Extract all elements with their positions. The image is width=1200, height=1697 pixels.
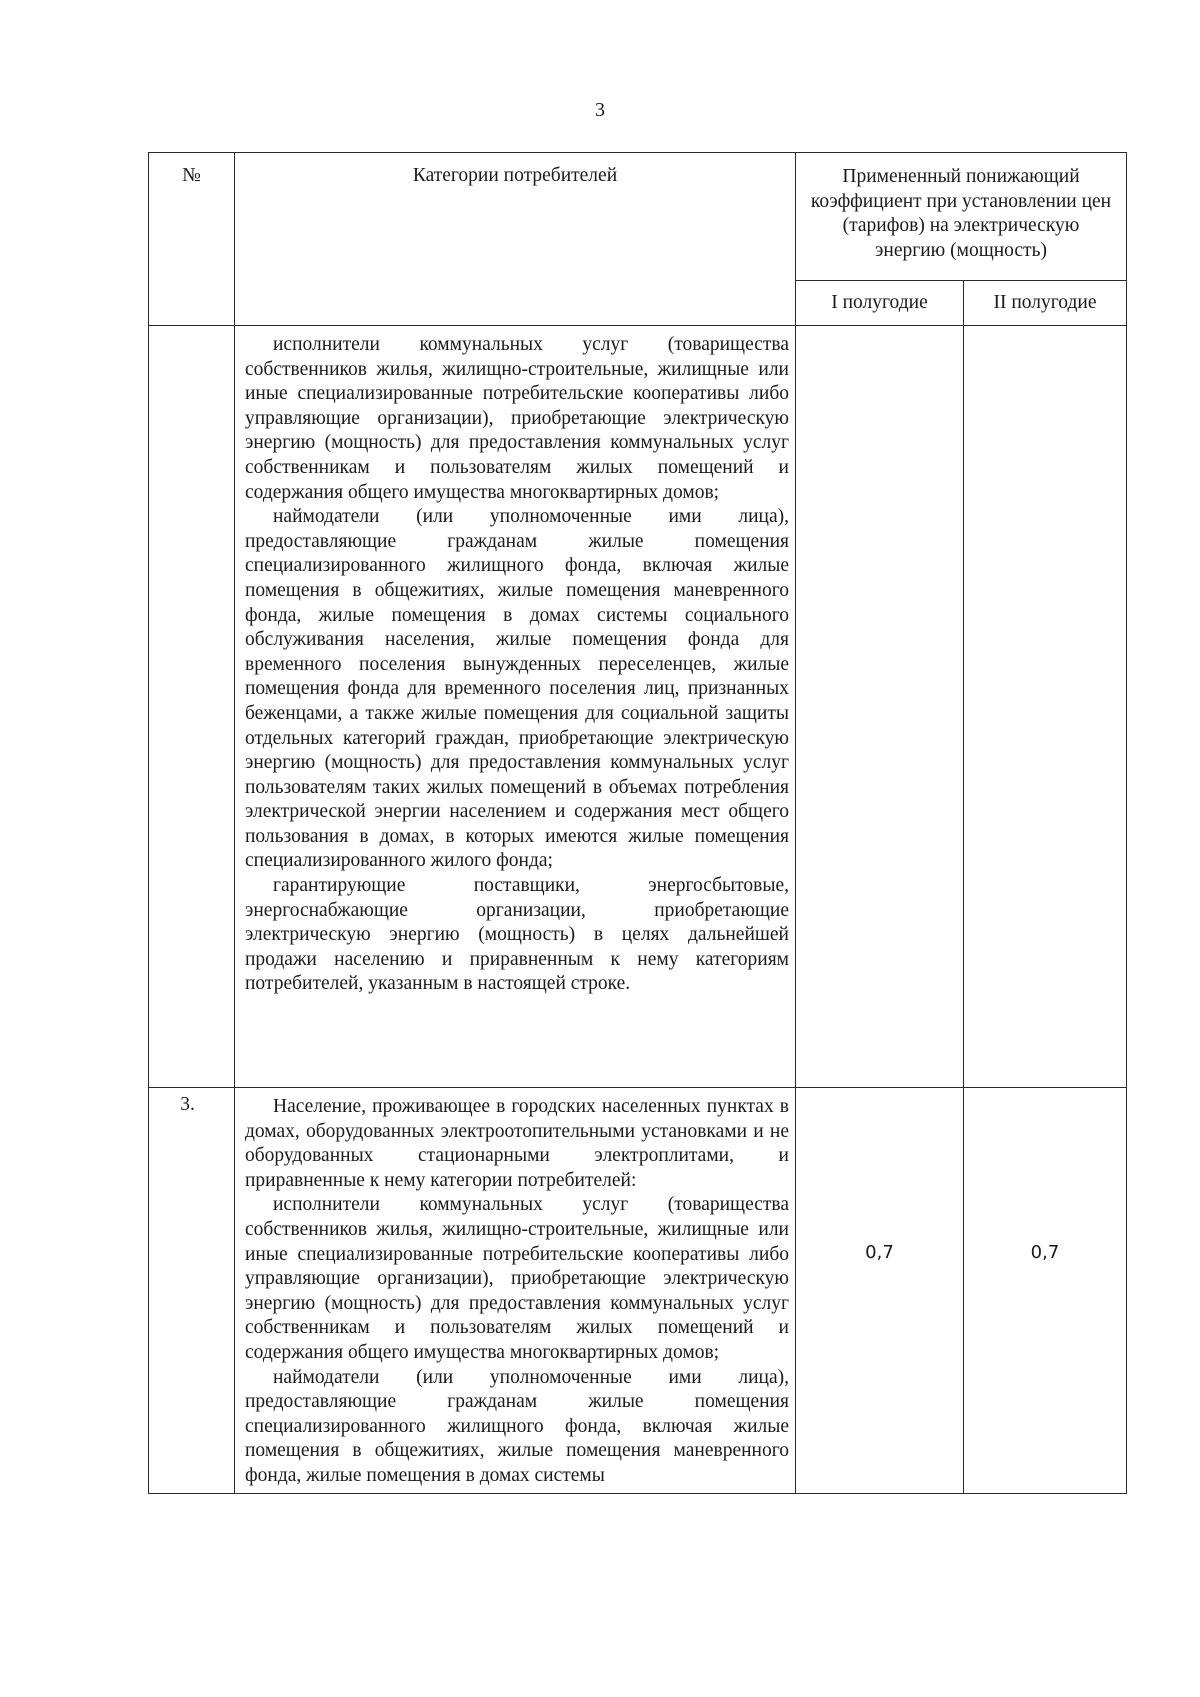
header-coefficient: Примененный понижающий коэффициент при установлении цен (тарифов) на электрическую энергию (мощность)	[796, 153, 1127, 281]
category-paragraph: наймодатели (или уполномоченные ими лица), предоставляющие гражданам жилые помещения специализированного жилищного фонда, включая жилые помещения в общежитиях, жилые помещения маневренного фонда, жилые помещения в домах системы	[245, 1366, 789, 1486]
header-half-2: II полугодие	[964, 280, 1127, 325]
continuation-half-2-cell	[964, 326, 1127, 1088]
category-paragraph: гарантирующие поставщики, энергосбытовые, энергоснабжающие организации, приобретающие электрическую энергию (мощность) в целях дальнейшей продажи населению и приравненным к нему категориям потребителей, указанным в настоящей строке.	[245, 875, 789, 995]
table-row-continuation	[149, 326, 1127, 1088]
category-paragraph: наймодатели (или уполномоченные ими лица), предоставляющие гражданам жилые помещения специализированного жилищного фонда, включая жилые помещения в общежитиях, жилые помещения маневренного фонда, жилые помещения в домах системы социального обслуживания населения, жилые помещения фонда для временного поселения вынужденных переселенцев, жилые помещения фонда для временного поселения лиц, признанных беженцами, а также жилые помещения для социальной защиты отдельных категорий граждан, приобретающие электрическую энергию (мощность) для предоставления коммунальных услуг пользователям таких жилых помещений в объемах потребления электрической энергии населением и содержания мест общего пользования в домах, в которых имеются жилые помещения специализированного жилого фонда;	[245, 506, 789, 872]
page-number: 3	[595, 99, 605, 121]
row-number: 3.	[149, 1088, 235, 1494]
continuation-half-1-cell	[796, 326, 964, 1088]
header-half-1: I полугодие	[796, 280, 964, 325]
coefficient-value-half-1: 0,7	[865, 1241, 894, 1263]
continuation-category-cell	[235, 326, 796, 1088]
tariff-coefficients-table	[148, 152, 1127, 1494]
category-paragraph: исполнители коммунальных услуг (товарищества собственников жилья, жилищно-строительные, жилищные или иные специализированные потребительские кооперативы либо управляющие организации), приобретающие электрическую энергию (мощность) для предоставления коммунальных услуг собственникам и пользователям жилых помещений и содержания общего имущества многоквартирных домов;	[245, 334, 789, 503]
row-3-half-1-cell	[796, 1088, 964, 1494]
header-category: Категории потребителей	[235, 153, 796, 326]
table-header-row	[149, 153, 1127, 281]
category-paragraph: исполнители коммунальных услуг (товарищества собственников жилья, жилищно-строительные, жилищные или иные специализированные потребительские кооперативы либо управляющие организации), приобретающие электрическую энергию (мощность) для предоставления коммунальных услуг собственникам и пользователям жилых помещений и содержания общего имущества многоквартирных домов;	[245, 1194, 789, 1363]
row-3-category-cell	[235, 1088, 796, 1494]
row-3-half-2-cell	[964, 1088, 1127, 1494]
coefficient-value-half-2: 0,7	[1030, 1241, 1060, 1263]
category-paragraph: Население, проживающее в городских населенных пунктах в домах, оборудованных электроотопительными установками и не оборудованных стационарными электроплитами, и приравненные к нему категории потребителей:	[245, 1096, 789, 1191]
table-row-3	[149, 1088, 1127, 1494]
header-number: №	[149, 153, 235, 326]
continuation-number-cell	[149, 326, 235, 1088]
